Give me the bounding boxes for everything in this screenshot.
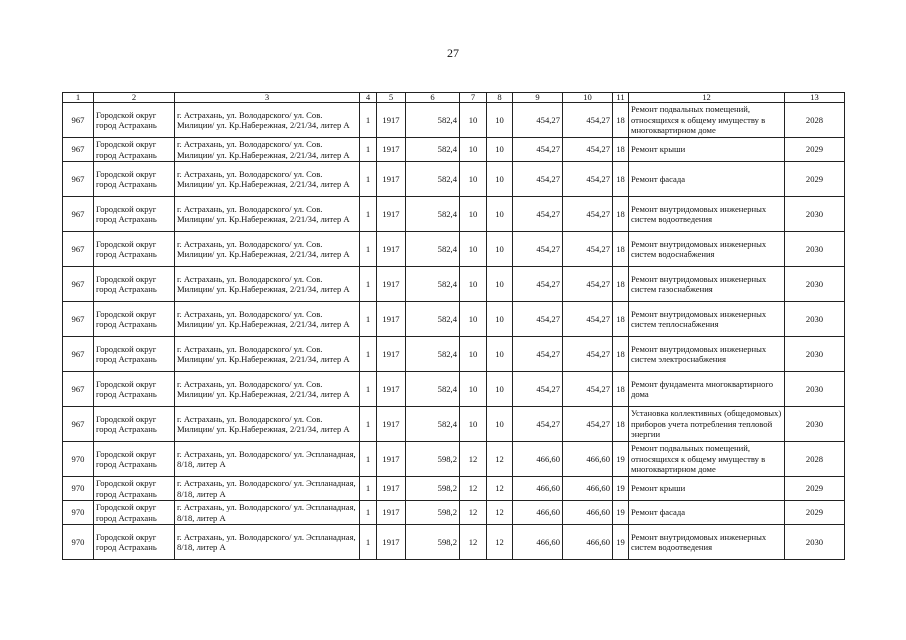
header-cell: 12 — [629, 93, 785, 103]
column-10-cell: 454,27 — [563, 407, 613, 442]
work-type-cell: Ремонт внутридомовых инженерных систем водоотведения — [629, 197, 785, 232]
district-cell: Городской округ город Астрахань — [94, 372, 175, 407]
address-cell: г. Астрахань, ул. Володарского/ ул. Сов. Милиции/ ул. Кр.Набережная, 2/21/34, литер А — [175, 197, 360, 232]
column-9-cell: 454,27 — [513, 407, 563, 442]
capital-repair-table — [62, 92, 845, 560]
table-row — [63, 232, 845, 267]
year-cell: 1917 — [377, 138, 406, 162]
column-8-cell: 12 — [487, 525, 513, 560]
address-cell: г. Астрахань, ул. Володарского/ ул. Сов. Милиции/ ул. Кр.Набережная, 2/21/34, литер А — [175, 232, 360, 267]
column-9-cell: 454,27 — [513, 232, 563, 267]
year-cell: 1917 — [377, 302, 406, 337]
column-7-cell: 12 — [460, 477, 487, 501]
column-10-cell: 454,27 — [563, 138, 613, 162]
column-4-cell: 1 — [360, 162, 377, 197]
address-cell: г. Астрахань, ул. Володарского/ ул. Сов. Милиции/ ул. Кр.Набережная, 2/21/34, литер А — [175, 162, 360, 197]
year-cell: 1917 — [377, 337, 406, 372]
column-9-cell: 466,60 — [513, 477, 563, 501]
column-7-cell: 12 — [460, 501, 487, 525]
column-8-cell: 10 — [487, 267, 513, 302]
id-cell: 967 — [63, 138, 94, 162]
column-10-cell: 466,60 — [563, 525, 613, 560]
id-cell: 970 — [63, 525, 94, 560]
id-cell: 967 — [63, 197, 94, 232]
plan-year-cell: 2029 — [785, 162, 845, 197]
area-cell: 582,4 — [406, 232, 460, 267]
id-cell: 967 — [63, 302, 94, 337]
page-number: 27 — [447, 46, 459, 60]
id-cell: 967 — [63, 103, 94, 138]
column-9-cell: 454,27 — [513, 337, 563, 372]
table-row — [63, 501, 845, 525]
column-11-cell: 18 — [613, 197, 629, 232]
address-cell: г. Астрахань, ул. Володарского/ ул. Эспланадная, 8/18, литер А — [175, 477, 360, 501]
table-row — [63, 267, 845, 302]
table-row — [63, 197, 845, 232]
plan-year-cell: 2030 — [785, 267, 845, 302]
column-11-cell: 18 — [613, 372, 629, 407]
column-10-cell: 454,27 — [563, 267, 613, 302]
column-7-cell: 10 — [460, 302, 487, 337]
id-cell: 970 — [63, 477, 94, 501]
district-cell: Городской округ город Астрахань — [94, 442, 175, 477]
year-cell: 1917 — [377, 501, 406, 525]
plan-year-cell: 2030 — [785, 232, 845, 267]
column-7-cell: 10 — [460, 162, 487, 197]
work-type-cell: Ремонт крыши — [629, 138, 785, 162]
column-7-cell: 10 — [460, 138, 487, 162]
area-cell: 582,4 — [406, 138, 460, 162]
district-cell: Городской округ город Астрахань — [94, 477, 175, 501]
area-cell: 598,2 — [406, 501, 460, 525]
work-type-cell: Ремонт внутридомовых инженерных систем водоотведения — [629, 525, 785, 560]
column-11-cell: 18 — [613, 162, 629, 197]
column-11-cell: 19 — [613, 477, 629, 501]
area-cell: 582,4 — [406, 103, 460, 138]
column-8-cell: 12 — [487, 501, 513, 525]
column-4-cell: 1 — [360, 442, 377, 477]
plan-year-cell: 2029 — [785, 501, 845, 525]
header-cell: 3 — [175, 93, 360, 103]
year-cell: 1917 — [377, 525, 406, 560]
area-cell: 582,4 — [406, 197, 460, 232]
year-cell: 1917 — [377, 103, 406, 138]
district-cell: Городской округ город Астрахань — [94, 407, 175, 442]
table-row — [63, 138, 845, 162]
column-7-cell: 10 — [460, 103, 487, 138]
column-9-cell: 454,27 — [513, 162, 563, 197]
district-cell: Городской округ город Астрахань — [94, 302, 175, 337]
plan-year-cell: 2030 — [785, 337, 845, 372]
header-cell: 4 — [360, 93, 377, 103]
table-row — [63, 525, 845, 560]
column-11-cell: 18 — [613, 103, 629, 138]
year-cell: 1917 — [377, 197, 406, 232]
column-9-cell: 454,27 — [513, 138, 563, 162]
id-cell: 967 — [63, 162, 94, 197]
district-cell: Городской округ город Астрахань — [94, 103, 175, 138]
district-cell: Городской округ город Астрахань — [94, 501, 175, 525]
district-cell: Городской округ город Астрахань — [94, 232, 175, 267]
column-11-cell: 18 — [613, 407, 629, 442]
id-cell: 967 — [63, 372, 94, 407]
district-cell: Городской округ город Астрахань — [94, 138, 175, 162]
plan-year-cell: 2030 — [785, 302, 845, 337]
plan-year-cell: 2030 — [785, 372, 845, 407]
table-row — [63, 162, 845, 197]
column-4-cell: 1 — [360, 525, 377, 560]
address-cell: г. Астрахань, ул. Володарского/ ул. Эспланадная, 8/18, литер А — [175, 501, 360, 525]
column-4-cell: 1 — [360, 103, 377, 138]
address-cell: г. Астрахань, ул. Володарского/ ул. Сов. Милиции/ ул. Кр.Набережная, 2/21/34, литер А — [175, 138, 360, 162]
district-cell: Городской округ город Астрахань — [94, 267, 175, 302]
column-7-cell: 10 — [460, 372, 487, 407]
column-11-cell: 19 — [613, 501, 629, 525]
district-cell: Городской округ город Астрахань — [94, 337, 175, 372]
column-4-cell: 1 — [360, 407, 377, 442]
plan-year-cell: 2030 — [785, 407, 845, 442]
area-cell: 582,4 — [406, 302, 460, 337]
plan-year-cell: 2030 — [785, 525, 845, 560]
address-cell: г. Астрахань, ул. Володарского/ ул. Сов. Милиции/ ул. Кр.Набережная, 2/21/34, литер А — [175, 302, 360, 337]
year-cell: 1917 — [377, 407, 406, 442]
district-cell: Городской округ город Астрахань — [94, 525, 175, 560]
work-type-cell: Ремонт внутридомовых инженерных систем водоснабжения — [629, 232, 785, 267]
year-cell: 1917 — [377, 267, 406, 302]
year-cell: 1917 — [377, 162, 406, 197]
column-8-cell: 12 — [487, 442, 513, 477]
year-cell: 1917 — [377, 442, 406, 477]
column-8-cell: 10 — [487, 232, 513, 267]
area-cell: 598,2 — [406, 525, 460, 560]
column-4-cell: 1 — [360, 138, 377, 162]
column-8-cell: 10 — [487, 407, 513, 442]
column-7-cell: 10 — [460, 197, 487, 232]
column-4-cell: 1 — [360, 232, 377, 267]
header-cell: 7 — [460, 93, 487, 103]
column-4-cell: 1 — [360, 501, 377, 525]
table-row — [63, 407, 845, 442]
address-cell: г. Астрахань, ул. Володарского/ ул. Эспланадная, 8/18, литер А — [175, 525, 360, 560]
plan-year-cell: 2029 — [785, 477, 845, 501]
id-cell: 967 — [63, 267, 94, 302]
area-cell: 598,2 — [406, 477, 460, 501]
work-type-cell: Ремонт подвальных помещений, относящихся к общему имуществу в многоквартирном доме — [629, 442, 785, 477]
address-cell: г. Астрахань, ул. Володарского/ ул. Сов. Милиции/ ул. Кр.Набережная, 2/21/34, литер А — [175, 103, 360, 138]
column-8-cell: 10 — [487, 302, 513, 337]
header-cell: 10 — [563, 93, 613, 103]
column-8-cell: 10 — [487, 103, 513, 138]
column-4-cell: 1 — [360, 477, 377, 501]
column-10-cell: 454,27 — [563, 232, 613, 267]
header-cell: 1 — [63, 93, 94, 103]
address-cell: г. Астрахань, ул. Володарского/ ул. Сов. Милиции/ ул. Кр.Набережная, 2/21/34, литер А — [175, 407, 360, 442]
id-cell: 967 — [63, 337, 94, 372]
column-10-cell: 454,27 — [563, 103, 613, 138]
column-11-cell: 18 — [613, 138, 629, 162]
column-8-cell: 10 — [487, 138, 513, 162]
column-10-cell: 454,27 — [563, 302, 613, 337]
header-row — [63, 93, 845, 103]
year-cell: 1917 — [377, 232, 406, 267]
column-4-cell: 1 — [360, 337, 377, 372]
column-9-cell: 466,60 — [513, 442, 563, 477]
work-type-cell: Установка коллективных (общедомовых) приборов учета потребления тепловой энергии — [629, 407, 785, 442]
year-cell: 1917 — [377, 372, 406, 407]
work-type-cell: Ремонт внутридомовых инженерных систем газоснабжения — [629, 267, 785, 302]
column-10-cell: 466,60 — [563, 442, 613, 477]
column-7-cell: 10 — [460, 407, 487, 442]
header-cell: 11 — [613, 93, 629, 103]
column-11-cell: 18 — [613, 232, 629, 267]
area-cell: 598,2 — [406, 442, 460, 477]
column-7-cell: 10 — [460, 232, 487, 267]
table-row — [63, 337, 845, 372]
column-10-cell: 454,27 — [563, 162, 613, 197]
column-11-cell: 18 — [613, 267, 629, 302]
column-10-cell: 454,27 — [563, 372, 613, 407]
column-10-cell: 466,60 — [563, 477, 613, 501]
work-type-cell: Ремонт фундамента многоквартирного дома — [629, 372, 785, 407]
column-11-cell: 19 — [613, 442, 629, 477]
header-cell: 6 — [406, 93, 460, 103]
column-8-cell: 12 — [487, 477, 513, 501]
year-cell: 1917 — [377, 477, 406, 501]
area-cell: 582,4 — [406, 372, 460, 407]
column-9-cell: 454,27 — [513, 302, 563, 337]
address-cell: г. Астрахань, ул. Володарского/ ул. Сов. Милиции/ ул. Кр.Набережная, 2/21/34, литер А — [175, 372, 360, 407]
column-10-cell: 466,60 — [563, 501, 613, 525]
header-cell: 9 — [513, 93, 563, 103]
work-type-cell: Ремонт фасада — [629, 162, 785, 197]
column-9-cell: 454,27 — [513, 267, 563, 302]
column-11-cell: 18 — [613, 302, 629, 337]
work-type-cell: Ремонт внутридомовых инженерных систем электроснабжения — [629, 337, 785, 372]
table-body — [63, 93, 845, 560]
header-cell: 8 — [487, 93, 513, 103]
column-7-cell: 10 — [460, 337, 487, 372]
column-4-cell: 1 — [360, 372, 377, 407]
id-cell: 967 — [63, 407, 94, 442]
plan-year-cell: 2028 — [785, 103, 845, 138]
work-type-cell: Ремонт крыши — [629, 477, 785, 501]
address-cell: г. Астрахань, ул. Володарского/ ул. Эспланадная, 8/18, литер А — [175, 442, 360, 477]
plan-year-cell: 2030 — [785, 197, 845, 232]
table-row — [63, 442, 845, 477]
column-4-cell: 1 — [360, 197, 377, 232]
header-cell: 5 — [377, 93, 406, 103]
district-cell: Городской округ город Астрахань — [94, 197, 175, 232]
table-row — [63, 477, 845, 501]
column-4-cell: 1 — [360, 267, 377, 302]
area-cell: 582,4 — [406, 337, 460, 372]
column-8-cell: 10 — [487, 372, 513, 407]
district-cell: Городской округ город Астрахань — [94, 162, 175, 197]
column-8-cell: 10 — [487, 162, 513, 197]
table-row — [63, 372, 845, 407]
table-row — [63, 302, 845, 337]
work-type-cell: Ремонт внутридомовых инженерных систем теплоснабжения — [629, 302, 785, 337]
work-type-cell: Ремонт подвальных помещений, относящихся к общему имуществу в многоквартирном доме — [629, 103, 785, 138]
column-9-cell: 466,60 — [513, 501, 563, 525]
column-9-cell: 454,27 — [513, 197, 563, 232]
column-4-cell: 1 — [360, 302, 377, 337]
column-10-cell: 454,27 — [563, 197, 613, 232]
column-8-cell: 10 — [487, 197, 513, 232]
area-cell: 582,4 — [406, 162, 460, 197]
column-7-cell: 12 — [460, 525, 487, 560]
work-type-cell: Ремонт фасада — [629, 501, 785, 525]
address-cell: г. Астрахань, ул. Володарского/ ул. Сов. Милиции/ ул. Кр.Набережная, 2/21/34, литер А — [175, 267, 360, 302]
plan-year-cell: 2029 — [785, 138, 845, 162]
area-cell: 582,4 — [406, 267, 460, 302]
column-9-cell: 454,27 — [513, 103, 563, 138]
id-cell: 970 — [63, 501, 94, 525]
address-cell: г. Астрахань, ул. Володарского/ ул. Сов. Милиции/ ул. Кр.Набережная, 2/21/34, литер А — [175, 337, 360, 372]
column-11-cell: 18 — [613, 337, 629, 372]
table-row — [63, 103, 845, 138]
header-cell: 13 — [785, 93, 845, 103]
column-11-cell: 19 — [613, 525, 629, 560]
id-cell: 970 — [63, 442, 94, 477]
column-10-cell: 454,27 — [563, 337, 613, 372]
column-7-cell: 12 — [460, 442, 487, 477]
column-7-cell: 10 — [460, 267, 487, 302]
header-cell: 2 — [94, 93, 175, 103]
column-8-cell: 10 — [487, 337, 513, 372]
plan-year-cell: 2028 — [785, 442, 845, 477]
column-9-cell: 466,60 — [513, 525, 563, 560]
area-cell: 582,4 — [406, 407, 460, 442]
id-cell: 967 — [63, 232, 94, 267]
column-9-cell: 454,27 — [513, 372, 563, 407]
